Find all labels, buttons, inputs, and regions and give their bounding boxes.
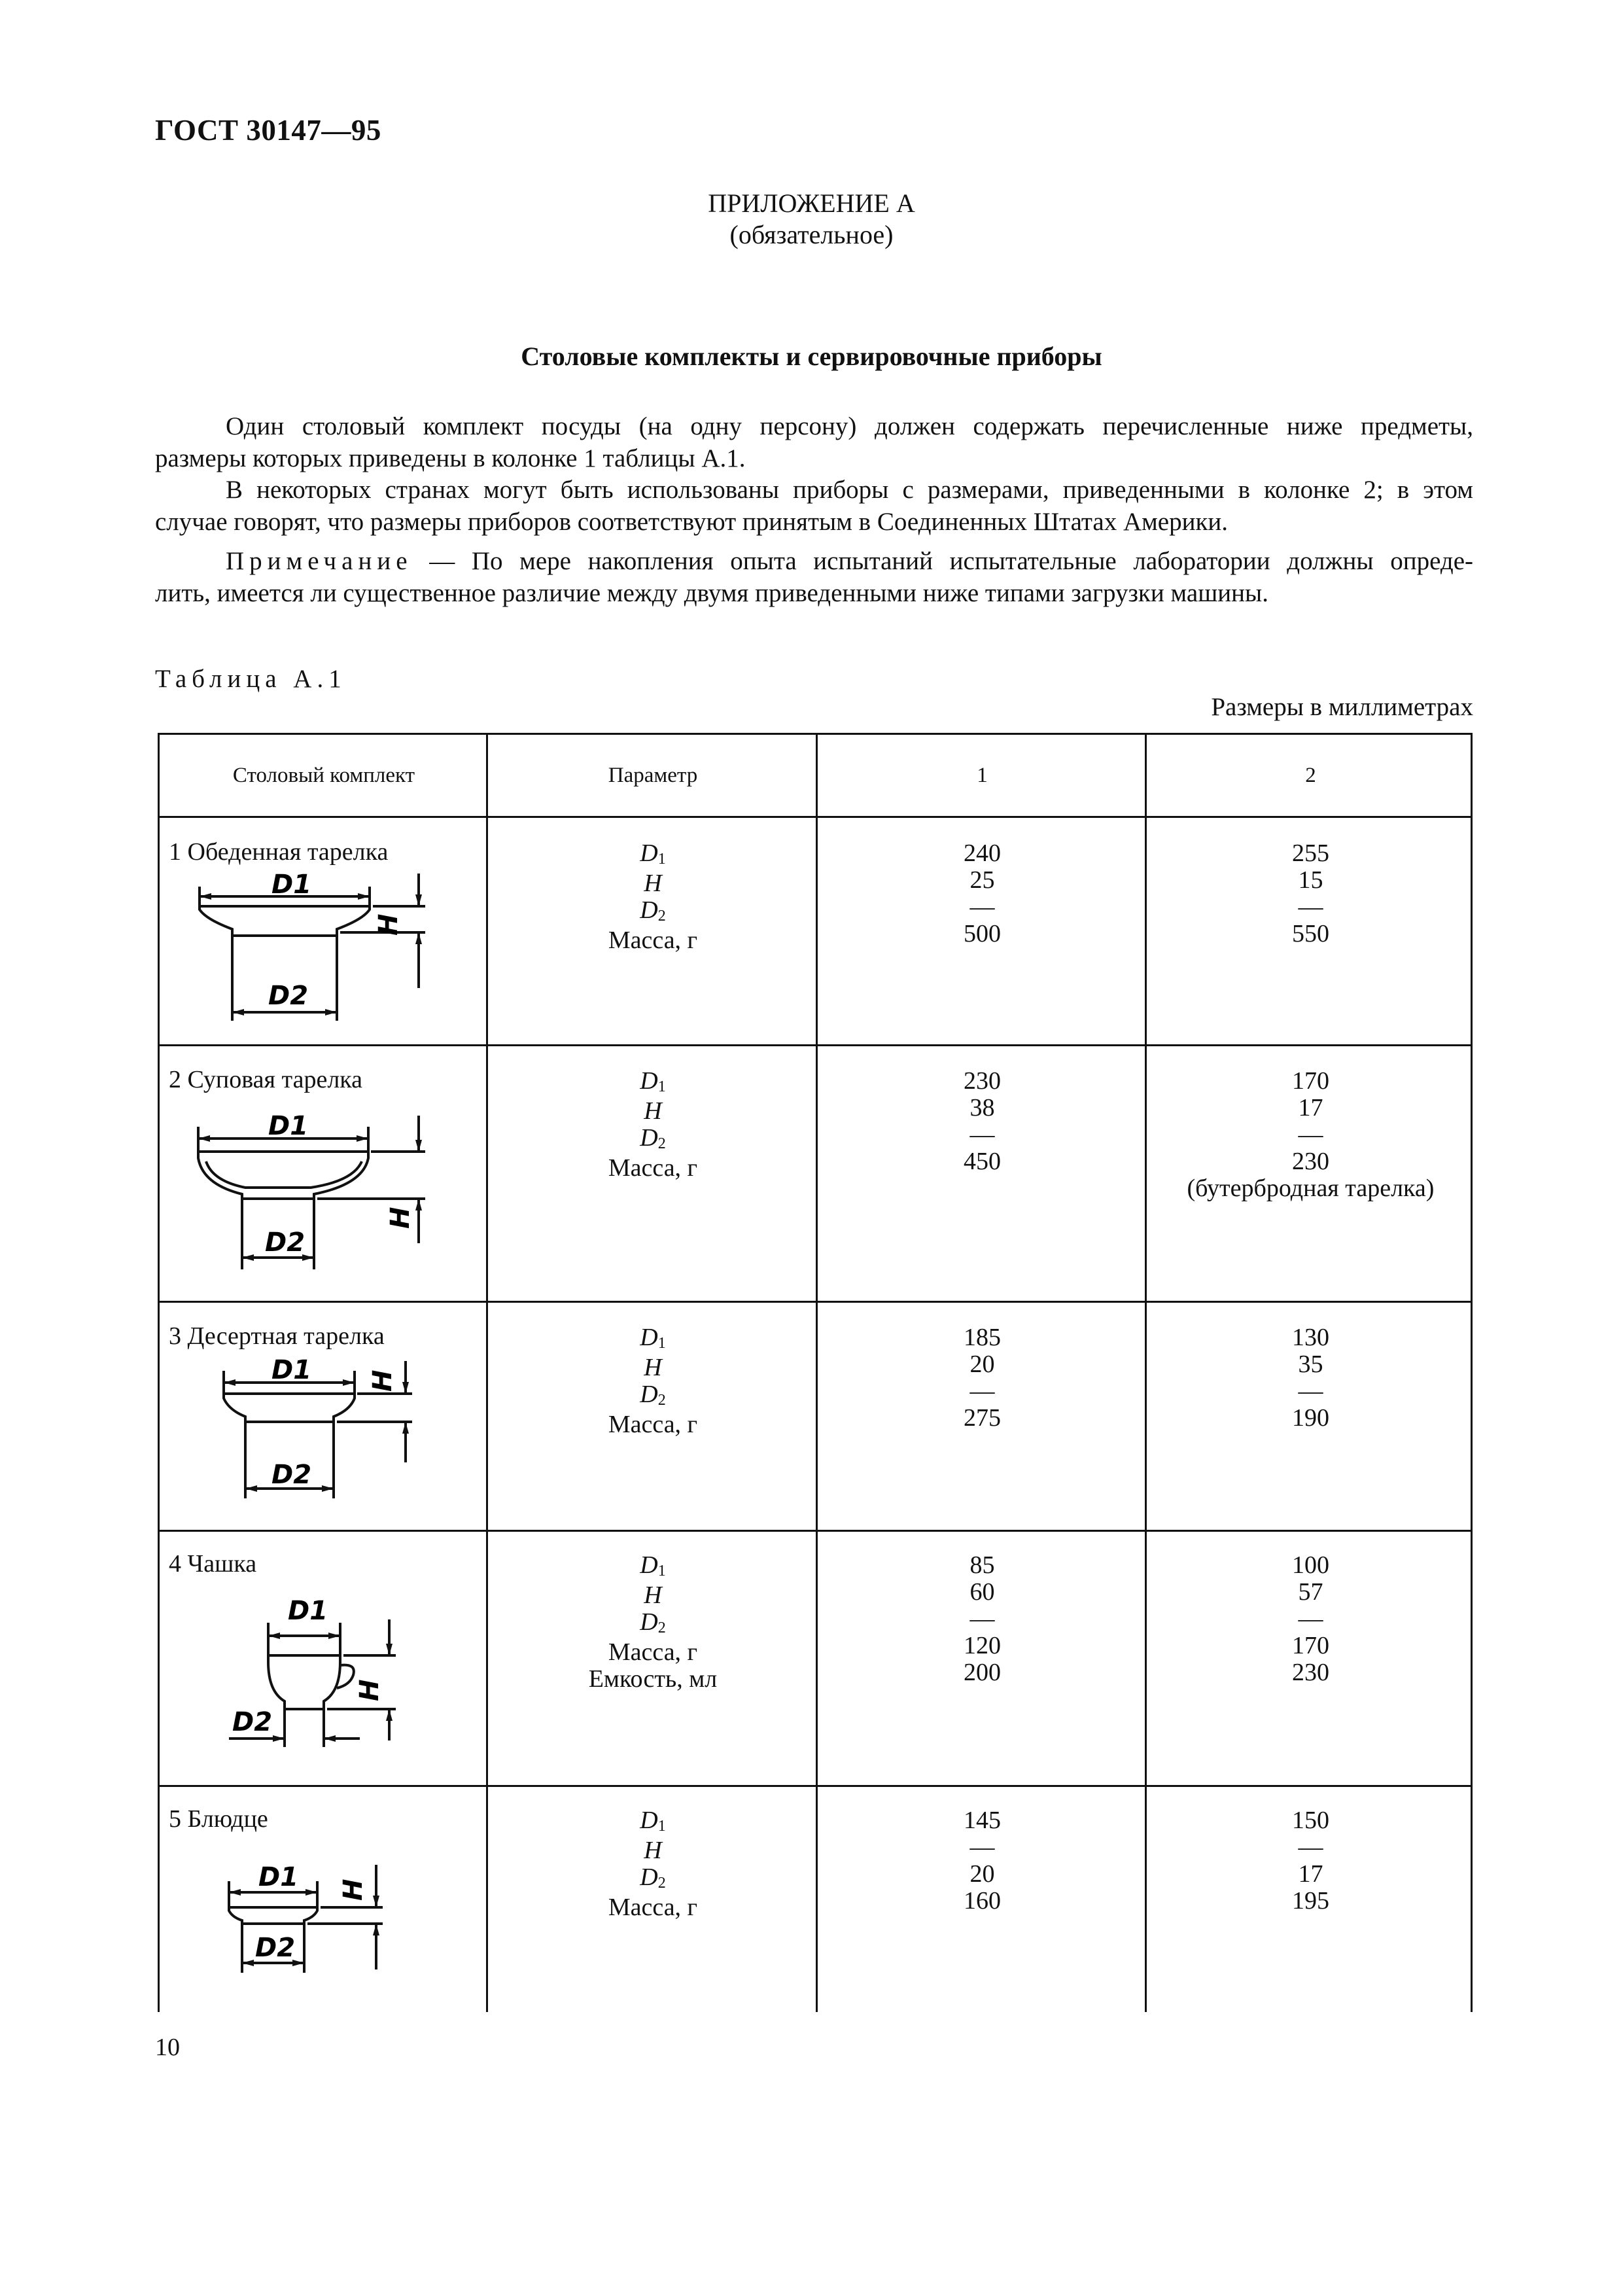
paragraph-1-line-1: Один столовый комплект посуды (на одну персону) должен содержать перечисленные ниже предметы, <box>226 412 1473 440</box>
value: 160 <box>964 1887 1001 1915</box>
value: 85 <box>969 1551 995 1579</box>
row-4-col2 <box>1147 1552 1475 1686</box>
row-4-title: 4 Чашка <box>169 1550 257 1578</box>
value-note: (бутербродная тарелка) <box>1187 1174 1435 1202</box>
param-mass: Масса, г <box>608 1411 698 1438</box>
value: 120 <box>964 1632 1001 1659</box>
value: — <box>969 1605 995 1633</box>
value: 145 <box>964 1807 1001 1834</box>
value: 450 <box>964 1148 1001 1175</box>
value: 20 <box>969 1351 995 1378</box>
value: 170 <box>1292 1632 1329 1659</box>
row-2-col2 <box>1147 1068 1475 1202</box>
appendix-title: ПРИЛОЖЕНИЕ А <box>708 188 915 218</box>
param-h: H <box>644 1354 662 1381</box>
param-mass: Масса, г <box>608 927 698 954</box>
row-2-params <box>488 1068 818 1182</box>
page-number: 10 <box>155 2034 180 2061</box>
param-mass: Масса, г <box>608 1894 698 1921</box>
label-h: H <box>374 913 404 936</box>
paragraph-2-line-1: В некоторых странах могут быть использованы приборы с размерами, приведенными в колонке 2; в этом <box>226 476 1473 504</box>
value: 190 <box>1292 1404 1329 1432</box>
row-4-col1 <box>818 1552 1147 1686</box>
value: 185 <box>964 1324 1001 1351</box>
value: 550 <box>1292 920 1329 947</box>
value: 35 <box>1298 1351 1323 1378</box>
value: 275 <box>964 1404 1001 1432</box>
row-3-params <box>488 1324 818 1438</box>
row-1-col1 <box>818 840 1147 947</box>
value: 17 <box>1298 1094 1323 1122</box>
param-d2: D2 <box>640 896 666 925</box>
param-mass: Масса, г <box>608 1638 698 1666</box>
section-title: Столовые комплекты и сервировочные приборы <box>521 342 1102 371</box>
value: 230 <box>964 1067 1001 1095</box>
label-d1: D1 <box>258 1862 299 1892</box>
header-col2: 2 <box>1305 763 1316 787</box>
param-d1: D1 <box>640 1551 666 1580</box>
soup-plate-diagram <box>186 1112 448 1282</box>
param-h: H <box>644 1837 662 1864</box>
value: 100 <box>1292 1551 1329 1579</box>
value: — <box>1298 1833 1323 1861</box>
value: 38 <box>969 1094 995 1122</box>
table-label: Таблица А.1 <box>155 665 347 693</box>
value: 150 <box>1292 1807 1329 1834</box>
value: — <box>1298 1377 1323 1405</box>
param-d1: D1 <box>640 1067 666 1095</box>
row-1-params <box>488 840 818 954</box>
saucer-diagram <box>219 1839 402 1989</box>
note-line-2: лить, имеется ли существенное различие между двумя приведенными ниже типами загрузки машины. <box>155 579 1268 607</box>
value: — <box>969 1121 995 1148</box>
value: 240 <box>964 839 1001 867</box>
value: 17 <box>1298 1860 1323 1888</box>
row-4-params <box>488 1552 818 1693</box>
row-3-col1 <box>818 1324 1147 1432</box>
param-h: H <box>644 1097 662 1125</box>
paragraph-2-line-2: случае говорят, что размеры приборов соответствуют принятым в Соединенных Штатах Америки. <box>155 508 1229 536</box>
value: 230 <box>1292 1148 1329 1175</box>
value: 170 <box>1292 1067 1329 1095</box>
value: — <box>969 1833 995 1861</box>
param-d2: D2 <box>640 1863 666 1892</box>
value: — <box>1298 893 1323 921</box>
value: 57 <box>1298 1578 1323 1606</box>
param-h: H <box>644 1581 662 1609</box>
label-d1: D1 <box>268 1112 309 1141</box>
value: 200 <box>964 1659 1001 1686</box>
value: 130 <box>1292 1324 1329 1351</box>
header-param: Параметр <box>608 763 698 787</box>
value: — <box>969 893 995 921</box>
label-h: H <box>355 1679 385 1701</box>
label-d2: D2 <box>232 1707 273 1737</box>
row-5-col1 <box>818 1807 1147 1915</box>
table-units: Размеры в миллиметрах <box>1211 693 1473 721</box>
param-d2: D2 <box>640 1381 666 1409</box>
value: 230 <box>1292 1659 1329 1686</box>
row-5-params <box>488 1807 818 1921</box>
value: — <box>1298 1605 1323 1633</box>
value: — <box>1298 1121 1323 1148</box>
paragraph-1-line-2: размеры которых приведены в колонке 1 таблицы А.1. <box>155 444 746 472</box>
label-d2: D2 <box>268 981 309 1011</box>
label-d2: D2 <box>271 1460 312 1490</box>
label-h: H <box>368 1369 398 1392</box>
row-3-col2 <box>1147 1324 1475 1432</box>
note-line-1 <box>155 545 1473 577</box>
dessert-plate-diagram <box>216 1358 425 1515</box>
row-3-title: 3 Десертная тарелка <box>169 1322 385 1350</box>
dinner-plate-diagram <box>186 874 448 1031</box>
param-h: H <box>644 870 662 897</box>
param-capacity: Емкость, мл <box>588 1665 718 1693</box>
param-d2: D2 <box>640 1124 666 1152</box>
value: 500 <box>964 920 1001 947</box>
value: 255 <box>1292 839 1329 867</box>
value: 195 <box>1292 1887 1329 1915</box>
label-h: H <box>338 1879 368 1901</box>
row-5-title: 5 Блюдце <box>169 1805 268 1833</box>
document-code: ГОСТ 30147—95 <box>155 114 381 147</box>
label-d1: D1 <box>271 874 312 900</box>
note-text-1: — По мере накопления опыта испытаний испытательные лаборатории должны опреде- <box>412 547 1473 575</box>
label-d1: D1 <box>271 1358 312 1385</box>
paragraph-2 <box>155 474 1473 538</box>
row-1-col2 <box>1147 840 1475 947</box>
label-d2: D2 <box>265 1227 305 1258</box>
label-d2: D2 <box>255 1933 296 1963</box>
header-col1: 1 <box>977 763 988 787</box>
label-d1: D1 <box>288 1596 328 1626</box>
header-set: Столовый комплект <box>232 763 415 787</box>
value: 20 <box>969 1860 995 1888</box>
appendix-heading <box>0 188 1623 251</box>
note-label: Примечание <box>226 547 413 575</box>
value: — <box>969 1377 995 1405</box>
param-mass: Масса, г <box>608 1154 698 1182</box>
note-paragraph <box>155 545 1473 609</box>
paragraph-1 <box>155 410 1473 474</box>
param-d1: D1 <box>640 1324 666 1352</box>
row-1-title: 1 Обеденная тарелка <box>169 838 389 866</box>
row-2-title: 2 Суповая тарелка <box>169 1066 363 1093</box>
appendix-subtitle: (обязательное) <box>729 220 894 249</box>
value: 25 <box>969 866 995 894</box>
row-2-col1 <box>818 1068 1147 1175</box>
param-d1: D1 <box>640 1807 666 1835</box>
value: 15 <box>1298 866 1323 894</box>
label-h: H <box>385 1207 415 1229</box>
row-5-col2 <box>1147 1807 1475 1915</box>
param-d2: D2 <box>640 1608 666 1636</box>
param-d1: D1 <box>640 839 666 868</box>
cup-diagram <box>222 1583 419 1760</box>
value: 60 <box>969 1578 995 1606</box>
